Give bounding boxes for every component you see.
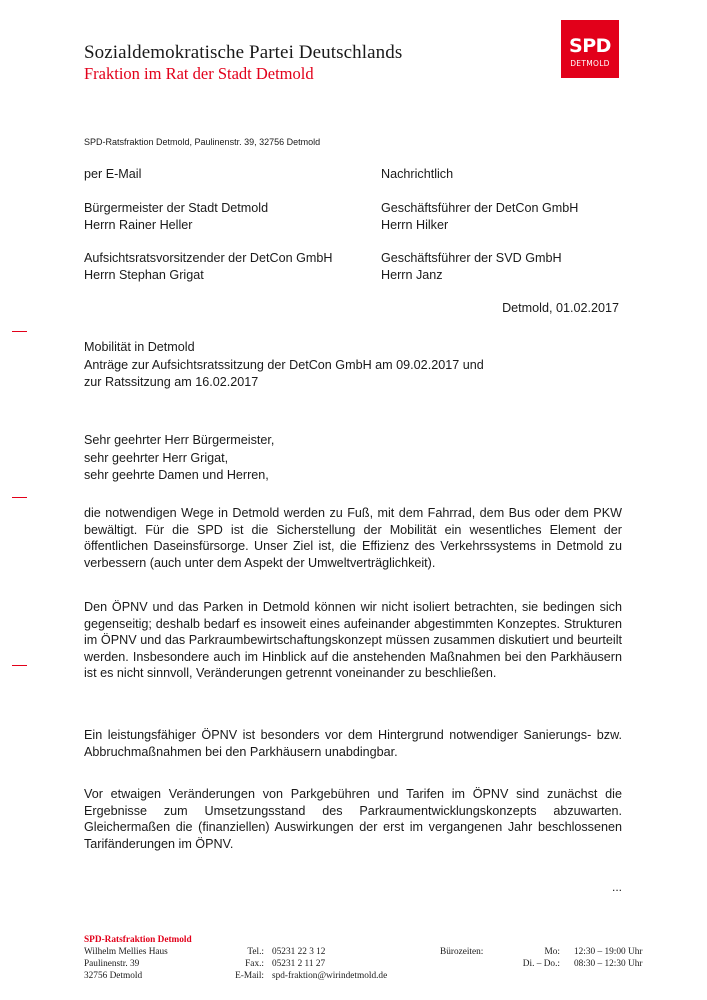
letter-date: Detmold, 01.02.2017 bbox=[502, 301, 619, 315]
footer-hours-2-days: Di. – Do.: bbox=[522, 959, 560, 969]
continuation-mark: ... bbox=[612, 880, 623, 894]
fraction-name: Fraktion im Rat der Stadt Detmold bbox=[84, 64, 314, 83]
body-paragraph: die notwendigen Wege in Detmold werden zu Fuß, mit dem Fahrrad, dem Bus oder dem PKW bewältigt. Für die SPD ist die Sicherstellung der Mobilität ein wesentliches Element der öffentlichen Daseinsfürsorge. Unser Ziel ist, die Effizienz des Verkehrssystems in Detmold zu verbessern (auch unter dem Aspekt der Umweltverträglichkeit). bbox=[84, 506, 622, 570]
logo-main-text: SPD bbox=[569, 35, 611, 57]
delivery-method: per E-Mail bbox=[84, 167, 142, 181]
footer-email: spd-fraktion@wirindetmold.de bbox=[272, 971, 388, 981]
fold-mark-top bbox=[12, 331, 27, 332]
copy-note: Nachrichtlich bbox=[381, 167, 454, 181]
footer-address-1: Wilhelm Mellies Haus bbox=[84, 947, 168, 957]
cc-1-line-2: Herrn Hilker bbox=[381, 218, 449, 232]
cc-2-line-2: Herrn Janz bbox=[381, 268, 443, 282]
recipient-2-line-2: Herrn Stephan Grigat bbox=[84, 268, 204, 282]
logo-sub-text: DETMOLD bbox=[570, 59, 610, 68]
cc-2-line-1: Geschäftsführer der SVD GmbH bbox=[381, 251, 562, 265]
recipient-1-line-1: Bürgermeister der Stadt Detmold bbox=[84, 201, 269, 215]
subject-line-3: zur Ratssitzung am 16.02.2017 bbox=[84, 375, 259, 389]
body-paragraph: Ein leistungsfähiger ÖPNV ist besonders vor dem Hintergrund notwendiger Sanierungs- bzw. Abbruchmaßnahmen bei den Parkhäusern unabdingbar. bbox=[84, 728, 622, 759]
salutation-line-2: sehr geehrter Herr Grigat, bbox=[84, 451, 229, 465]
footer-fax: 05231 2 11 27 bbox=[272, 959, 326, 969]
organization-name: Sozialdemokratische Partei Deutschlands bbox=[84, 42, 403, 63]
footer-hours-2-time: 08:30 – 12:30 Uhr bbox=[574, 959, 643, 969]
cc-1-line-1: Geschäftsführer der DetCon GmbH bbox=[381, 201, 579, 215]
footer-hours-1-time: 12:30 – 19:00 Uhr bbox=[574, 947, 643, 957]
footer-address-2: Paulinenstr. 39 bbox=[84, 959, 140, 969]
body-paragraph: Vor etwaigen Veränderungen von Parkgebühren und Tarifen im ÖPNV sind zunächst die Ergebnisse zum Umsetzungsstand des Parkraumentwicklungskonzepts abzuwarten. Gleichermaßen die (finanziellen) Auswirkungen der erst im vergangenen Jahr beschlossenen Tarifänderungen im ÖPNV. bbox=[84, 787, 622, 851]
recipient-2-line-1: Aufsichtsratsvorsitzender der DetCon GmbH bbox=[84, 251, 333, 265]
subject-line-1: Mobilität in Detmold bbox=[84, 340, 195, 354]
footer-address-3: 32756 Detmold bbox=[84, 971, 143, 981]
fold-mark-bottom bbox=[12, 665, 27, 666]
footer-hours-label: Bürozeiten: bbox=[440, 947, 484, 957]
footer-title: SPD-Ratsfraktion Detmold bbox=[84, 935, 192, 945]
footer-tel-label: Tel.: bbox=[247, 947, 264, 957]
footer-email-label: E-Mail: bbox=[235, 971, 264, 981]
body-paragraph: Den ÖPNV und das Parken in Detmold können wir nicht isoliert betrachten, sie bedingen sich gegenseitig; deshalb bedarf es insoweit eines aufeinander abgestimmten Konzeptes. Strukturen im ÖPNV und das Parkraumbewirtschaftungskonzept müssen zusammen diskutiert und beurteilt werden. Insbesondere auch im Hinblick auf die anstehenden Maßnahmen bei den Parkhäusern ist es nicht sinnvoll, Veränderungen getrennt voneinander zu beschließen. bbox=[84, 600, 622, 680]
punch-mark bbox=[12, 497, 27, 498]
salutation-line-1: Sehr geehrter Herr Bürgermeister, bbox=[84, 433, 275, 447]
recipient-1-line-2: Herrn Rainer Heller bbox=[84, 218, 193, 232]
footer-fax-label: Fax.: bbox=[245, 959, 264, 969]
footer-tel: 05231 22 3 12 bbox=[272, 947, 326, 957]
sender-line: SPD-Ratsfraktion Detmold, Paulinenstr. 39, 32756 Detmold bbox=[84, 137, 321, 147]
subject-line-2: Anträge zur Aufsichtsratssitzung der DetCon GmbH am 09.02.2017 und bbox=[84, 358, 484, 372]
spd-logo bbox=[561, 20, 619, 78]
footer-hours-1-days: Mo: bbox=[544, 947, 560, 957]
salutation-line-3: sehr geehrte Damen und Herren, bbox=[84, 468, 269, 482]
